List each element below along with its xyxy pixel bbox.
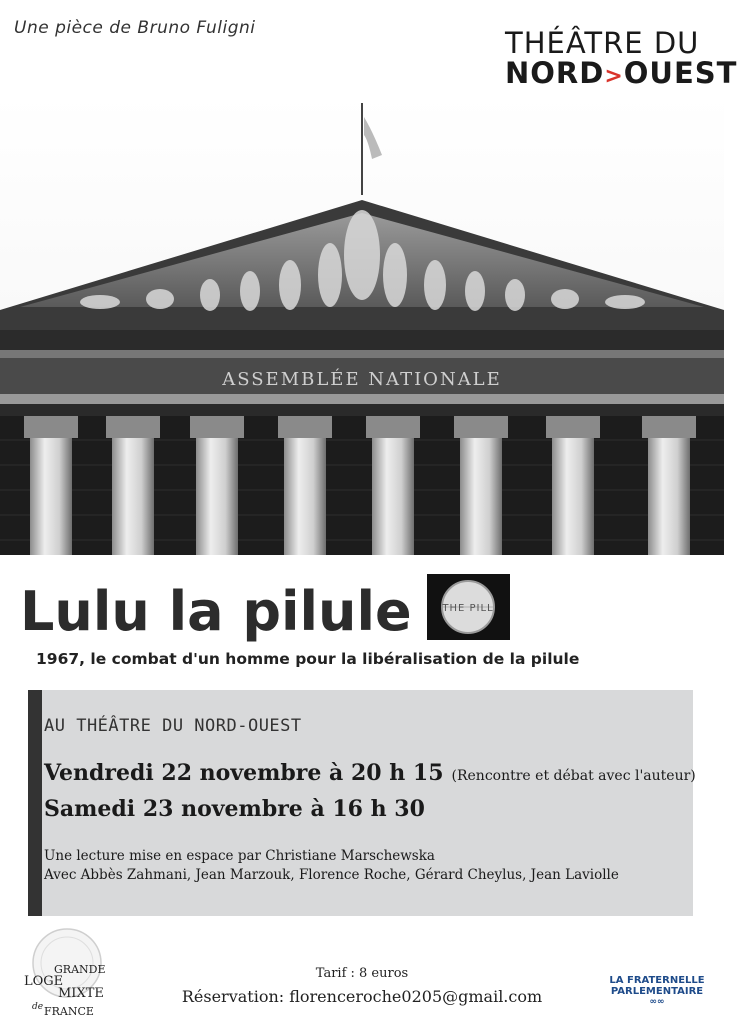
theatre-logo-nord: NORD: [505, 56, 605, 90]
price: Tarif : 8 euros: [315, 966, 409, 981]
theatre-logo-ouest: OUEST: [623, 56, 737, 90]
author-line: Une pièce de Bruno Fuligni: [14, 18, 256, 38]
pill-text: THE PILL: [442, 603, 494, 614]
fraternelle-parlementaire-logo: [607, 975, 707, 1008]
frat-line2: PARLEMENTAIRE: [610, 986, 704, 997]
assemblee-nationale-photo: [0, 95, 724, 555]
performance-date-2: Samedi 23 novembre à 16 h 30: [44, 796, 425, 822]
subtitle: 1967, le combat d'un homme pour la libéralisation de la pilule: [36, 650, 580, 668]
director-credit: Une lecture mise en espace par Christiane Marschewska: [44, 848, 435, 864]
cast-credit: Avec Abbès Zahmani, Jean Marzouk, Florence Roche, Gérard Cheylus, Jean Laviolle: [44, 867, 619, 883]
theatre-logo-line2: [505, 56, 737, 92]
frieze-text: ASSEMBLÉE NATIONALE: [222, 369, 502, 390]
venue-label: AU THÉÂTRE DU NORD-OUEST: [44, 716, 302, 736]
info-accent-bar: [28, 690, 42, 916]
arrow-icon: >: [604, 64, 624, 89]
title-row: [20, 580, 412, 644]
lodge-line5: FRANCE: [44, 1005, 94, 1018]
performance-date-1: [44, 760, 696, 786]
date1-note: (Rencontre et débat avec l'auteur): [451, 768, 696, 784]
theatre-logo-line1: THÉÂTRE DU: [505, 26, 700, 60]
play-title: Lulu la pilule: [20, 580, 412, 643]
pill-icon: [427, 574, 510, 640]
frat-line1: LA FRATERNELLE: [609, 975, 705, 986]
lodge-line1: GRANDE: [54, 963, 106, 976]
date1-text: Vendredi 22 novembre à 20 h 15: [44, 760, 444, 786]
lodge-line4: de: [32, 1002, 44, 1012]
reservation-contact: Réservation: florenceroche0205@gmail.com: [181, 987, 543, 1006]
lodge-line2: LOGE: [24, 974, 64, 989]
lodge-line3: MIXTE: [58, 986, 104, 1001]
wave-icon: ∞∞: [649, 997, 665, 1007]
